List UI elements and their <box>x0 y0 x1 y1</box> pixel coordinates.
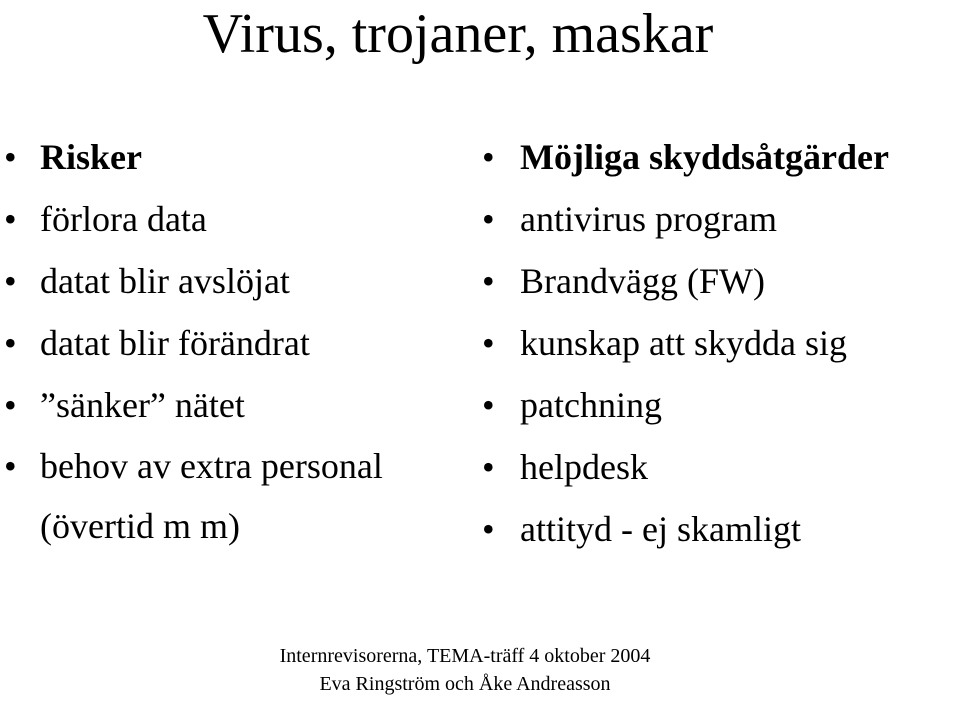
list-item-text: förlora data <box>40 199 207 239</box>
list-item-text: behov av extra personal (övertid m m) <box>40 446 383 546</box>
list-item <box>0 250 470 312</box>
countermeasures-list <box>478 126 960 560</box>
list-item <box>0 188 470 250</box>
bullet-icon: • <box>482 447 495 487</box>
list-item <box>478 374 960 436</box>
bullet-icon: • <box>4 261 17 301</box>
bullet-icon: • <box>4 385 17 425</box>
bullet-icon: • <box>482 137 495 177</box>
bullet-icon: • <box>482 385 495 425</box>
list-item-text: attityd - ej skamligt <box>520 509 801 549</box>
list-item-text: patchning <box>520 385 662 425</box>
bullet-icon: • <box>4 323 17 363</box>
slide-title: Virus, trojaner, maskar <box>202 3 714 65</box>
bullet-icon: • <box>482 323 495 363</box>
bullet-icon: • <box>4 199 17 239</box>
slide-footer: Internrevisorerna, TEMA-träff 4 oktober 2004 Eva Ringström och Åke Andreasson <box>279 645 651 695</box>
bullet-icon: • <box>4 137 17 177</box>
list-item <box>0 126 470 188</box>
list-item <box>0 436 470 556</box>
list-item <box>0 312 470 374</box>
list-item-text: datat blir avslöjat <box>40 261 290 301</box>
list-item-text: Brandvägg (FW) <box>520 261 765 301</box>
list-item <box>478 250 960 312</box>
list-item <box>478 126 960 188</box>
list-heading: Möjliga skyddsåtgärder <box>520 137 889 177</box>
bullet-icon: • <box>482 199 495 239</box>
list-item <box>478 188 960 250</box>
list-item <box>0 374 470 436</box>
list-item-text: helpdesk <box>520 447 648 487</box>
list-item-text: datat blir förändrat <box>40 323 310 363</box>
list-heading: Risker <box>40 137 142 177</box>
list-item <box>478 436 960 498</box>
bullet-icon: • <box>482 509 495 549</box>
bullet-icon: • <box>4 446 17 486</box>
list-item-text: kunskap att skydda sig <box>520 323 847 363</box>
list-item <box>478 498 960 560</box>
list-item-text: ”sänker” nätet <box>40 385 245 425</box>
list-item <box>478 312 960 374</box>
list-item-text: antivirus program <box>520 199 777 239</box>
bullet-icon: • <box>482 261 495 301</box>
risks-list <box>0 126 470 556</box>
